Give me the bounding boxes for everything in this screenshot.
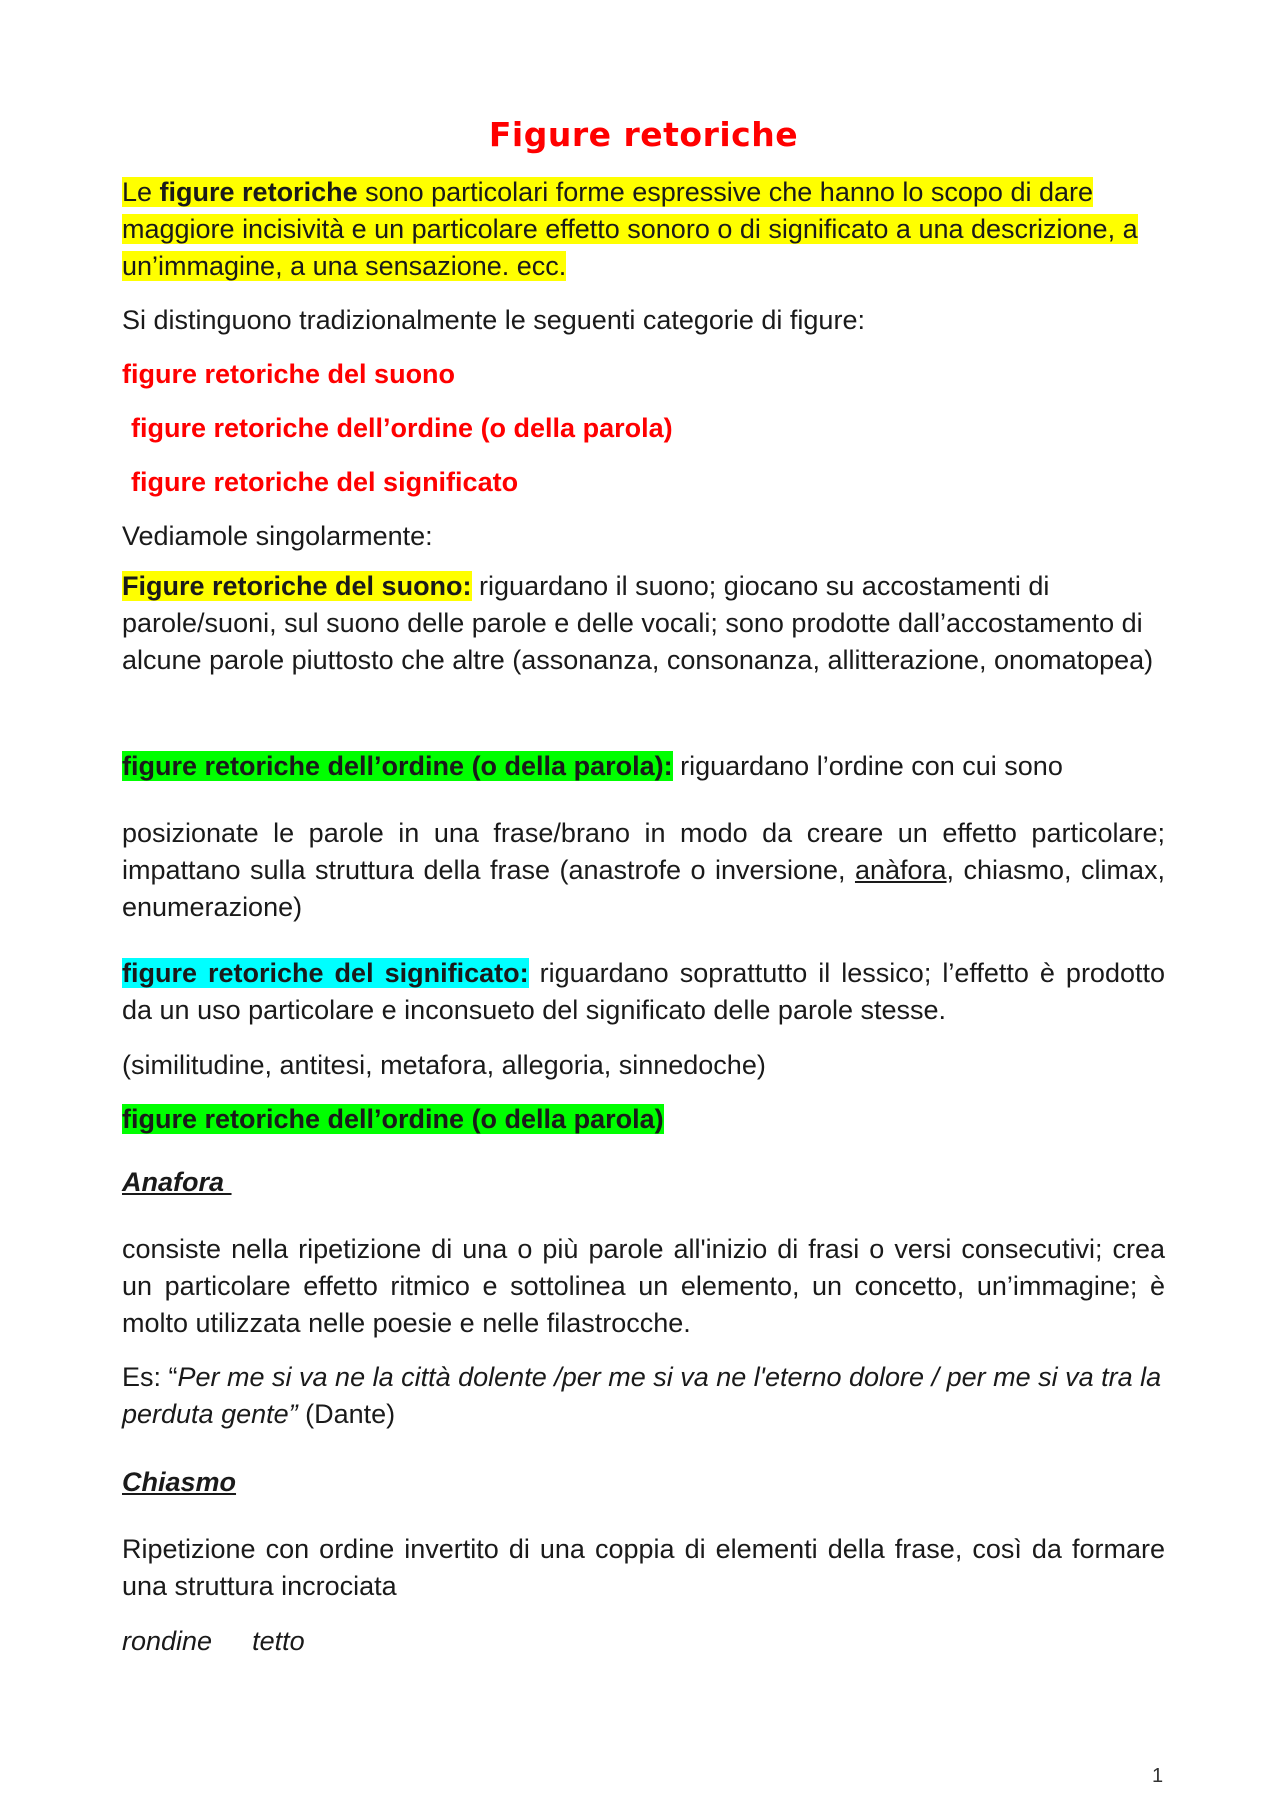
significato-examples: (similitudine, antitesi, metafora, allegoria, sinnedoche): [122, 1050, 766, 1080]
anafora-example-quote: Per me si va ne la città dolente /per me si va ne l'eterno dolore / per me si va tra la perduta gente”: [122, 1362, 1162, 1429]
anafora-heading-text: Anafora: [122, 1167, 232, 1197]
anafora-paragraph: consiste nella ripetizione di una o più parole all'inizio di frasi o versi consecutivi; crea un particolare effetto ritmico e sottolinea un elemento, un concetto, un’immagine; è molto utilizzata nelle poesie e nelle filastrocche.: [122, 1234, 1165, 1338]
vediamole-text: Vediamole singolarmente:: [122, 521, 433, 551]
suono-text: riguardano il suono; giocano su accostamenti di parole/suoni, sul suono delle parole e delle vocali; sono prodotte dall’accostamento di alcune parole piuttosto che altre (assonanza, consonanza, allitterazione, onomatopea): [122, 571, 1154, 675]
intro-bold-term: figure retoriche: [159, 177, 358, 207]
chiasmo-heading-text: Chiasmo: [122, 1467, 237, 1497]
significato-label: figure retoriche del significato:: [122, 958, 529, 988]
ordine-label: figure retoriche dell’ordine (o della parola):: [122, 751, 673, 781]
chiasmo-example-word-1: rondine: [122, 1626, 213, 1656]
anafora-heading: [122, 1164, 1165, 1201]
category-significato: figure retoriche del significato: [131, 467, 519, 497]
suono-label: Figure retoriche del suono:: [122, 571, 472, 601]
ordine-line: [122, 748, 1165, 785]
anafora-example: [122, 1359, 1165, 1433]
significato-paragraph: [122, 955, 1165, 1029]
anafora-example-prefix: Es: “: [122, 1362, 178, 1392]
intro-paragraph: [122, 174, 1165, 285]
chiasmo-paragraph: Ripetizione con ordine invertito di una coppia di elementi della frase, così da formare una struttura incrociata: [122, 1534, 1165, 1601]
significato-text: riguardano soprattutto il lessico; l’effetto è prodotto da un uso particolare e inconsueto del significato delle parole stesse.: [122, 958, 1166, 1025]
section-heading: [122, 1101, 1165, 1138]
chiasmo-heading: [122, 1464, 1165, 1501]
anafora-example-author: (Dante): [297, 1399, 396, 1429]
chiasmo-example: [122, 1623, 1165, 1660]
suono-paragraph: [122, 568, 1165, 679]
category-ordine: figure retoriche dell’ordine (o della parola): [131, 413, 673, 443]
page-title: Figure retoriche: [488, 115, 799, 154]
ordine-text-1: riguardano l’ordine con cui sono: [672, 751, 1063, 781]
ordine-text-2b: , chiasmo, climax, enumerazione): [122, 855, 1165, 922]
intro-prefix: Le: [122, 177, 160, 207]
ordine-paragraph: [122, 815, 1165, 926]
intro-highlight: [122, 177, 1138, 281]
category-suono: figure retoriche del suono: [122, 359, 456, 389]
intro-text: sono particolari forme espressive che hanno lo scopo di dare maggiore incisività e un particolare effetto sonoro o di significato a una descrizione, a un’immagine, a una sensazione. ecc.: [122, 177, 1138, 281]
chiasmo-example-word-2: tetto: [252, 1626, 305, 1656]
anafora-link[interactable]: anàfora: [854, 855, 947, 885]
categories-intro: Si distinguono tradizionalmente le seguenti categorie di figure:: [122, 305, 865, 335]
section-heading-text: figure retoriche dell’ordine (o della parola): [122, 1104, 664, 1134]
ordine-text-2a: posizionate le parole in una frase/brano in modo da creare un effetto particolare; impattano sulla struttura della frase (anastrofe o inversione,: [122, 818, 1165, 885]
page-number: 1: [1152, 1765, 1164, 1787]
